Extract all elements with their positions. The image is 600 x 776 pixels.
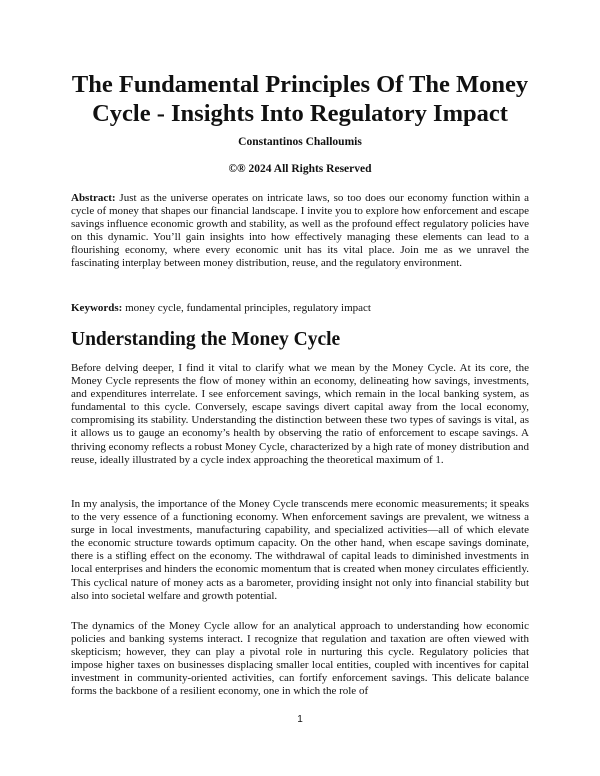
keywords-text: money cycle, fundamental principles, regulatory impact: [122, 302, 371, 314]
abstract: [71, 192, 529, 271]
paragraph-3: The dynamics of the Money Cycle allow for an analytical approach to understanding how economic policies and banking systems interact. I recognize that regulation and taxation are often viewed with skepticism; however, they can play a pivotal role in nurturing this cycle. Regulatory policies that impose higher taxes on businesses displacing smaller local entities, coupled with incentives for capital investment in community-oriented activities, can fortify enforcement savings. This delicate balance forms the backbone of a resilient economy, one in which the role of: [71, 620, 529, 698]
section-heading: Understanding the Money Cycle: [71, 329, 341, 350]
copyright-notice: ©® 2024 All Rights Reserved: [228, 163, 372, 175]
paragraph-2: In my analysis, the importance of the Money Cycle transcends mere economic measurements; it speaks to the very essence of a functioning economy. When enforcement savings are prevalent, we witness a surge in local investments, manufacturing capability, and specialized activities—all of which elevate the economic structure towards optimum capacity. On the other hand, when escape savings dominate, there is a stifling effect on the economy. The withdrawal of capital leads to diminished investments in local enterprises and hinders the economic momentum that is created when money circulates efficiently. This cyclical nature of money acts as a barometer, providing insight not only into financial stability but also into societal welfare and growth potential.: [71, 498, 529, 602]
abstract-text: Just as the universe operates on intricate laws, so too does our economy function within a cycle of money that shapes our financial landscape. I invite you to explore how enforcement and escape savings influence economic growth and stability, as well as the profound effect regulatory policies have on this dynamic. You’ll gain insights into how effectively managing these elements can lead to a flourishing economy, where every economic unit has its vital place. Join me as we unravel the fascinating interplay between money distribution, reuse, and the regulatory environment.: [71, 192, 529, 270]
keywords-label: Keywords:: [71, 302, 123, 314]
author-name: Constantinos Challoumis: [238, 136, 362, 148]
page-title: The Fundamental Principles Of The Money Cycle - Insights Into Regulatory Impact: [71, 71, 529, 127]
abstract-label: Abstract:: [71, 192, 116, 204]
keywords: [71, 302, 529, 315]
page-number: 1: [297, 714, 303, 725]
paragraph-1: Before delving deeper, I find it vital to clarify what we mean by the Money Cycle. At its core, the Money Cycle represents the flow of money within an economy, delineating how savings, investments, and expenditures interrelate. I see enforcement savings, which remain in the local banking system, as fundamental to this cycle. Conversely, escape savings divert capital away from the local economy, compromising its stability. Understanding the distinction between these two types of savings is vital, as it allows us to gauge an economy’s health by observing the ratio of enforcement to escape savings. A thriving economy reflects a robust Money Cycle, characterized by a high rate of money distribution and reuse, ideally illustrated by a cycle index approaching the theoretical maximum of 1.: [71, 362, 529, 466]
